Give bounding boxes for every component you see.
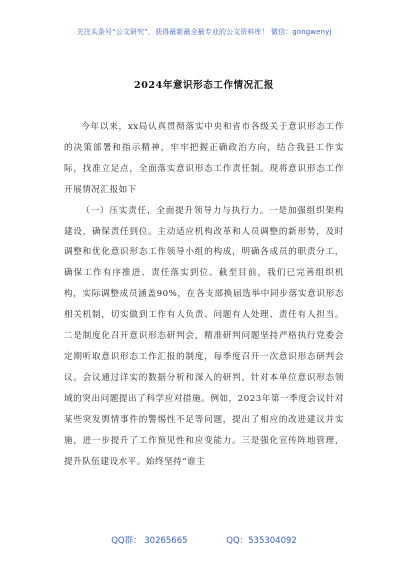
document-body bbox=[64, 117, 344, 472]
footer-qq-group: QQ群： 30265665 bbox=[111, 536, 188, 546]
paragraph-section-1: （一）压实责任，全面提升领导力与执行力。一是加强组织架构建设，确保责任到位。主动适应机构改革和人员调整的新形势，及时调整和优化意识形态工作领导小组的构成，明确各成员的职责分工，确保工作有序推进、责任落实到位。截至目前，我们已完善组织机构，实际调整成员涵盖90%，在各支部换届选举中同步落实意识形态相关机制，切实做到工作有人负责、问题有人处理、责任有人担当。二是制度化召开意识形态研判会，精准研判问题坚持严格执行党委会定期听取意识形态工作汇报的制度，每季度召开一次意识形态研判会议。会议通过详实的数据分析和深入的研判，针对本单位意识形态领域的突出问题提出了科学应对措施。例如，2023年第一季度会议针对某些突发舆情事件的警惕性不足等问题，提出了相应的改进建议并实施，进一步提升了工作预见性和应变能力。三是强化宣传阵地管理，提升队伍建设水平。始终坚持“谁主 bbox=[64, 205, 344, 467]
document-title: 2024年意识形态工作情况汇报 bbox=[134, 80, 274, 91]
footer-qq: QQ：535304092 bbox=[226, 536, 297, 546]
header-banner: 关注头条号“公文研究”，获得最新最全最专业的公文资料库！ 微信：gongwenyj bbox=[76, 28, 332, 36]
paragraph-intro: 今年以来，xx局认真贯彻落实中央和省市各级关于意识形态工作的决策部署和指示精神，牢牢把握正确政治方向，结合我县工作实际，找准立足点，全面落实意识形态工作责任制。现将意识形态工作开展情况汇报如下 bbox=[64, 122, 344, 195]
footer-contact bbox=[0, 534, 408, 546]
